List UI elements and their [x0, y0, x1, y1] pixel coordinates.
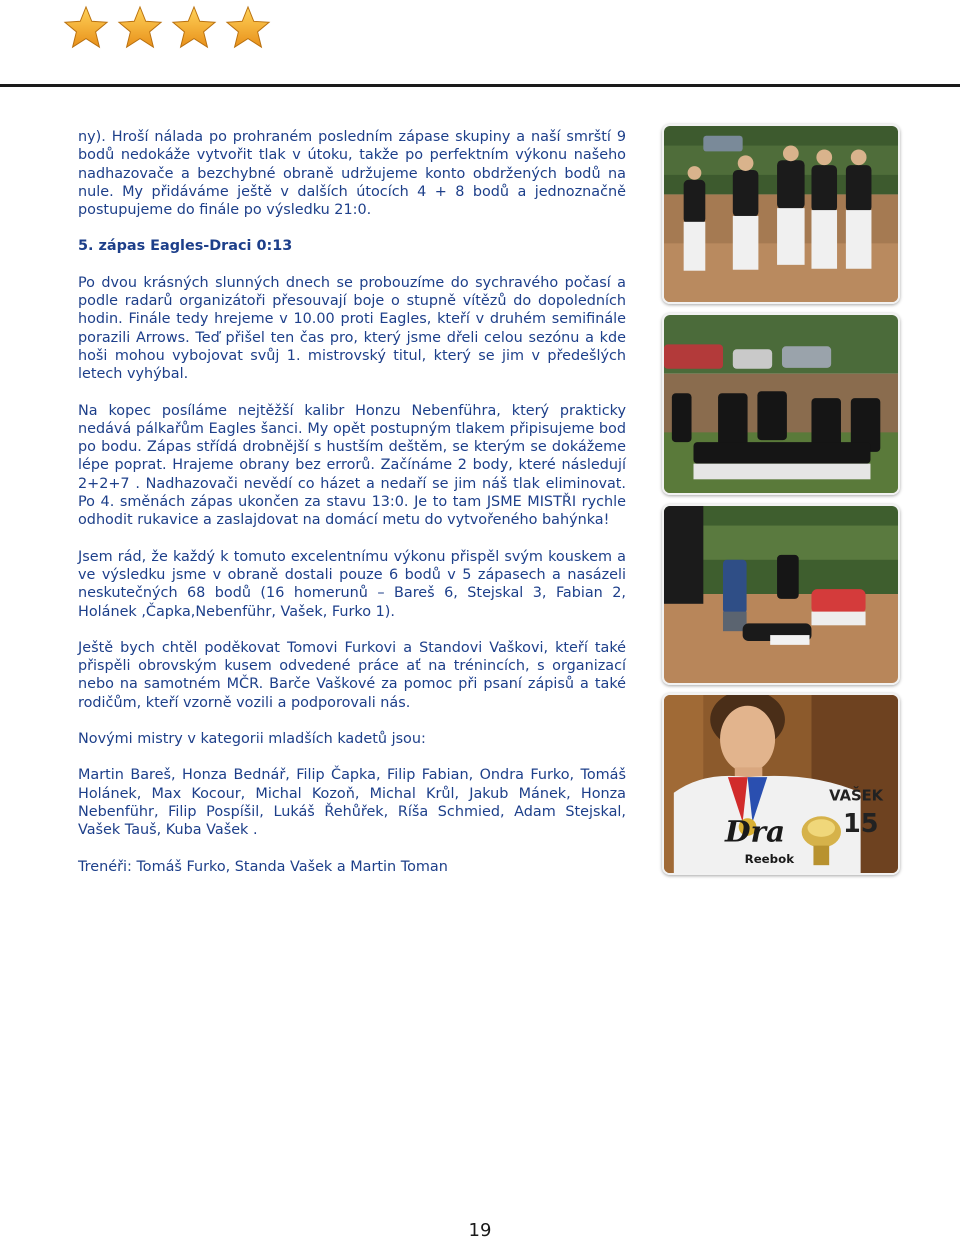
- star-icon: [170, 4, 218, 52]
- paragraph-thanks: Ještě bych chtěl poděkovat Tomovi Furkovi a Standovi Vaškovi, kteří také přispěli obrovským kusem odvedené práce ať na trénincích, s organizací nebo na samotném MČR. Barče Vaškové za pomoc při psaní zápisů a také rodičům, kteří vzorně vozili a podporovali nás.: [78, 639, 626, 711]
- paragraph-summary: Jsem rád, že každý k tomuto excelentnímu výkonu přispěl svým kouskem a ve výsledku jsme v obraně dostali pouze 6 bodů v 5 zápasech a nasázeli neskutečných 68 bodů (16 homerunů – Bareš 6, Stejskal 3, Fabian 2, Holánek ,Čapka,Nebenführ, Vašek, Furko 1).: [78, 548, 626, 620]
- paragraph-intro: ny). Hroší nálada po prohraném posledním zápase skupiny a naší smrští 9 bodů nedokáže vytvořit tlak v útoku, takže po perfektním výkonu našeho nadhazovače a bezchybné obraně udržujeme konto obdržených bodů na nule. My přidáváme ještě v dalších útocích 4 + 8 bodů a jednoznačně postupujeme do finále po výsledku 21:0.: [78, 129, 626, 219]
- photo-player-trophy: [662, 693, 900, 875]
- star-icon: [224, 4, 272, 52]
- jersey-brand: Reebok: [744, 852, 795, 867]
- photo-team-kneeling: [662, 313, 900, 495]
- star-icon: [62, 4, 110, 52]
- paragraph-final-intro: Po dvou krásných slunných dnech se probouzíme do sychravého počasí a podle radarů organizátoři přesouvají boje o stupně vítězů do dopoledních hodin. Finále tedy hrejeme v 10.00 proti Eagles, kteří v druhém semifinále porazili Arrows. Teď přišel ten čas pro, který jsme dřeli celou sezónu a kde hoši mohou vybojovat svůj 1. mistrovský titul, který se jim v předešlých letech vyhýbal.: [78, 274, 626, 383]
- article-body: [78, 128, 626, 894]
- page-number: 19: [468, 1220, 492, 1241]
- paragraph-champions-list: Martin Bareš, Honza Bednář, Filip Čapka, Filip Fabian, Ondra Furko, Tomáš Holánek, Max Kocour, Michal Kozoň, Michal Krůl, Jakub Mánek, Honza Nebenführ, Filip Pospíšil, Lukáš Řehůřek, Ríša Schmied, Adam Stejskal, Vašek Tauš, Kuba Vašek .: [78, 767, 626, 839]
- paragraph-match-report: Na kopec posíláme nejtěžší kalibr Honzu Nebenführa, který prakticky nedává pálkařům Eagles šanci. My opět postupným tlakem připisujeme bod po bodu. Zápas střídá drobnější s hustším deštěm, se kterým se dokážeme lépe poprat. Hrajeme obrany bez errorů. Začínáme 2 body, které následují 2+2+7 . Nadhazovači nevědí co házet a nedaří se jim náš tlak eliminovat. Po 4. směnách zápas ukončen za stavu 13:0. Je to tam JSME MISTŘI rychle odhodit rukavice a zaslajdovat na domácí metu do vytvořeného bahýnka!: [78, 402, 626, 529]
- star-icon: [116, 4, 164, 52]
- jersey-team: Dra: [724, 813, 786, 849]
- jersey-number: 15: [842, 808, 879, 839]
- page-header: [0, 0, 960, 88]
- photo-slide-home: [662, 504, 900, 685]
- match-heading: 5. zápas Eagles-Draci 0:13: [78, 238, 293, 255]
- photo-team-meeting: [662, 124, 900, 304]
- paragraph-coaches: Trenéři: Tomáš Furko, Standa Vašek a Martin Toman: [78, 858, 448, 875]
- jersey-name: VAŠEK: [829, 787, 884, 805]
- paragraph-champions-intro: Novými mistry v kategorii mladších kadetů jsou:: [78, 731, 426, 748]
- star-rating: [62, 4, 272, 52]
- header-rule: [0, 84, 960, 87]
